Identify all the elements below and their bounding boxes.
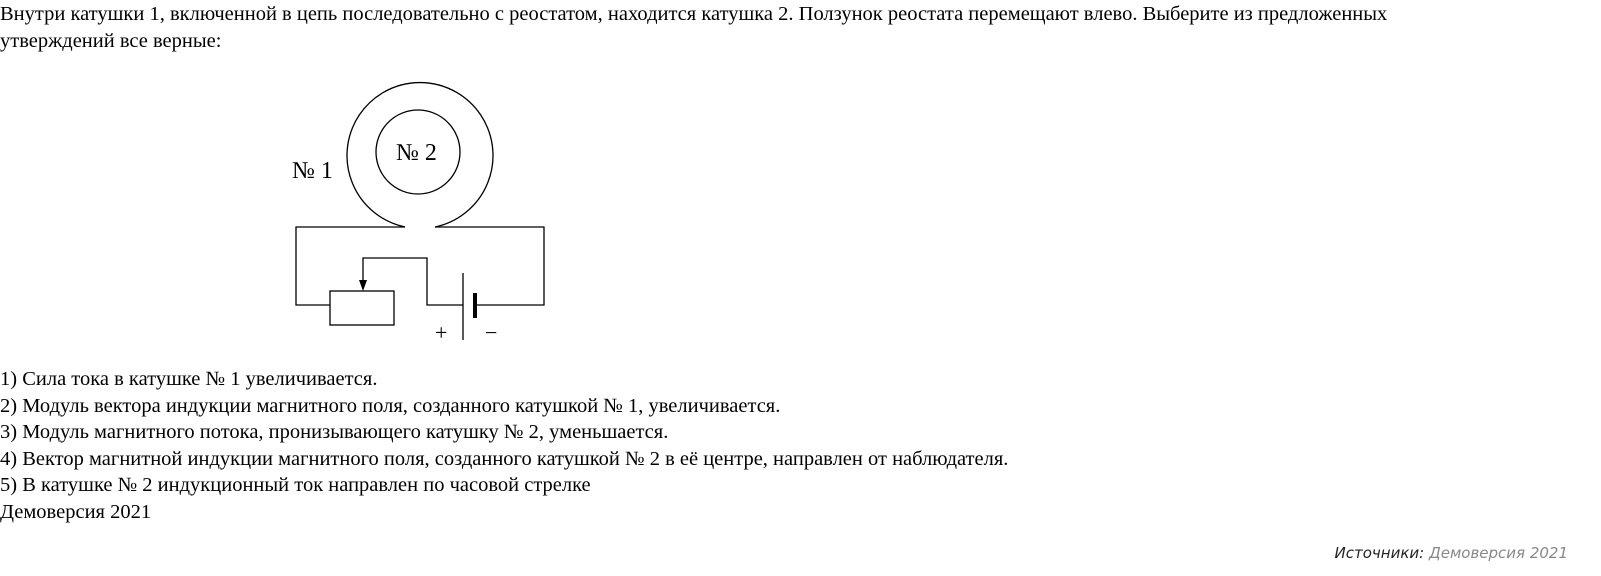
rheostat-slider-wire	[363, 258, 463, 305]
option-3: 3) Модуль магнитного потока, пронизывающего катушку № 2, уменьшается.	[0, 421, 669, 443]
option-5: 5) В катушке № 2 индукционный ток направлен по часовой стрелке	[0, 474, 591, 496]
option-1: 1) Сила тока в катушке № 1 увеличивается.	[0, 368, 378, 390]
circuit-diagram	[280, 70, 560, 350]
coil-1-label: № 1	[292, 158, 333, 184]
question-text: Внутри катушки 1, включенной в цепь последовательно с реостатом, находится катушка 2. Ползунок реостата перемещают влево. Выберите из предложенных утверждений все верные:	[0, 3, 1388, 52]
sources-value[interactable]: Демоверсия 2021	[1429, 544, 1568, 562]
option-2: 2) Модуль вектора индукции магнитного поля, созданного катушкой № 1, увеличивается.	[0, 394, 781, 417]
wire-left	[296, 227, 405, 305]
plus-sign: +	[435, 320, 448, 345]
rheostat	[330, 291, 394, 325]
wire-right	[435, 227, 544, 305]
minus-sign: −	[485, 320, 498, 345]
sources-label: Источники:	[1334, 544, 1425, 562]
option-4: 4) Вектор магнитной индукции магнитного поля, созданного катушкой № 2 в её центре, направлен от наблюдателя.	[0, 447, 1009, 470]
slider-arrow	[359, 280, 367, 291]
options-list	[0, 366, 1008, 525]
sources	[1335, 544, 1568, 562]
coil-2-label: № 2	[396, 140, 437, 166]
origin-text: Демоверсия 2021	[0, 500, 152, 523]
